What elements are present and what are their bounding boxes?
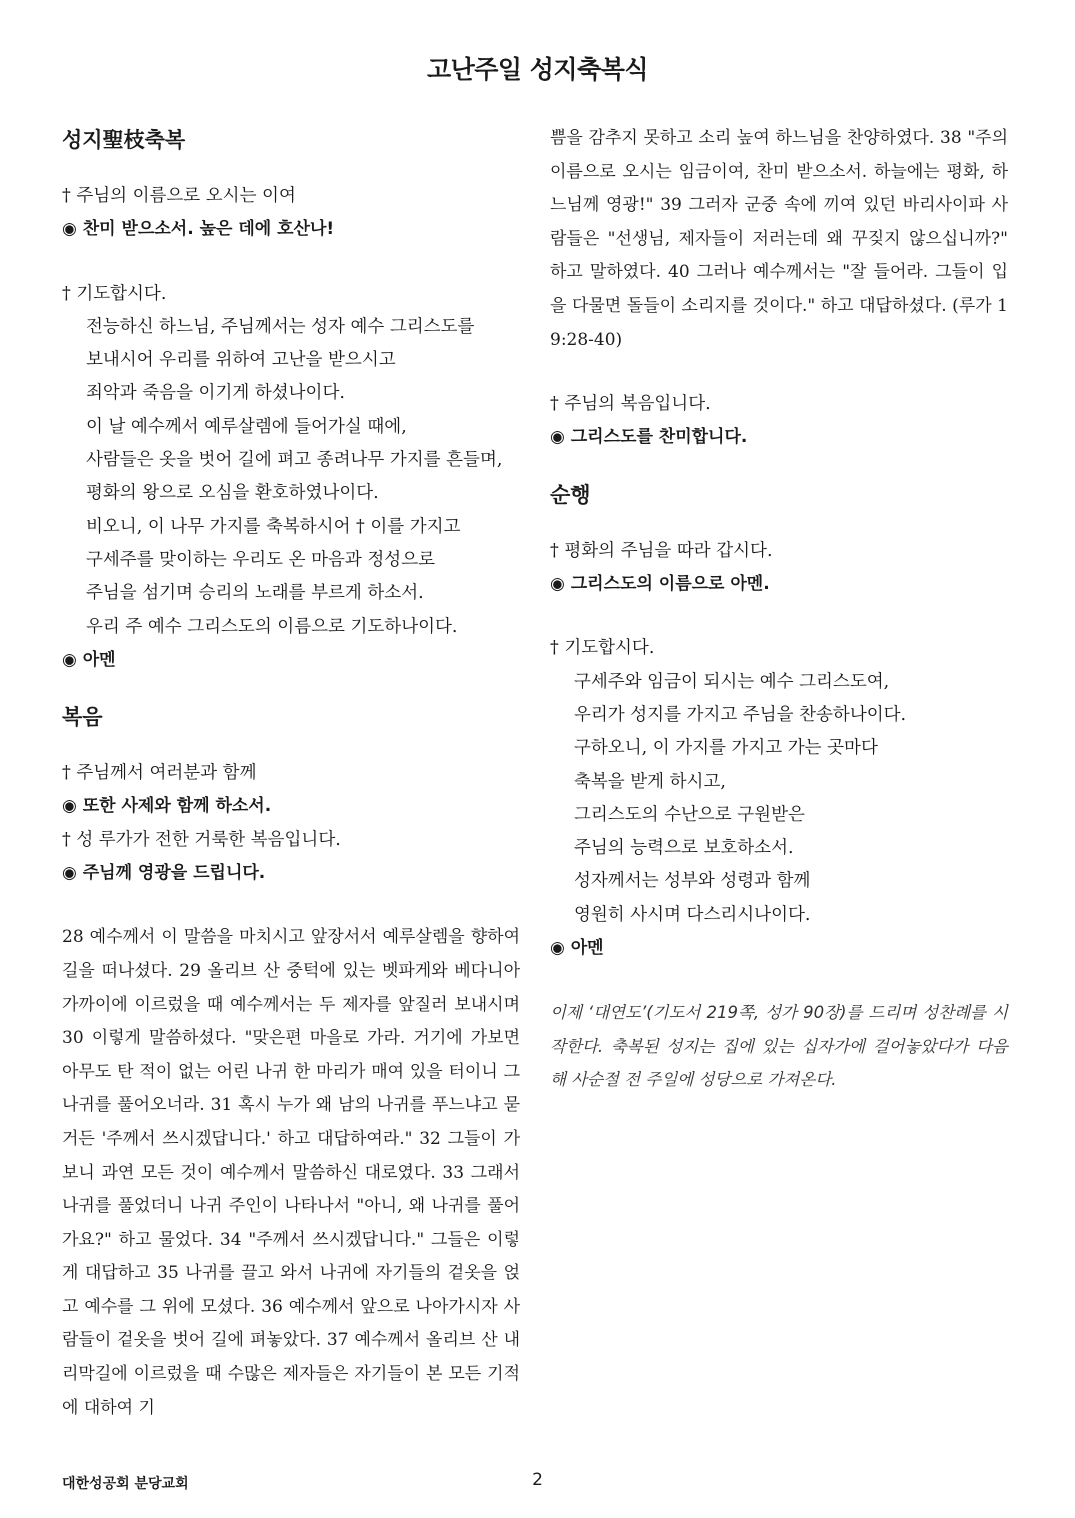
gospel-text-continued: 쁨을 감추지 못하고 소리 높여 하느님을 찬양하였다. 38 "주의 이름으로 오시는 임금이여, 찬미 받으소서. 하늘에는 평화, 하느님께 영광!" 39 그러자 군중 속에 끼여 있던 바리사이파 사람들은 "선생님, 제자들이 저러는데 왜 꾸짖지 않으십니까?" 하고 말하였다. 40 그러나 예수께서는 "잘 들어라. 그들이 입을 다물면 돌들이 소리지를 것이다." 하고 대답하셨다. (루가 19:28-40) [550,128,1008,350]
prayer-line: 죄악과 죽음을 이기게 하셨나이다. [86,383,345,404]
prayer-line: 비오니, 이 나무 가지를 축복하시어 † 이를 가지고 [86,516,461,537]
versicle: † 기도합시다. [550,638,655,659]
prayer-line: 이 날 예수께서 예루살렘에 들어가실 때에, [86,416,407,437]
prayer-line: 우리 주 예수 그리스도의 이름으로 기도하나이다. [86,616,458,637]
prayer-line: 축복을 받게 하시고, [574,771,726,792]
prayer-line: 사람들은 옷을 벗어 길에 펴고 종려나무 가지를 흔들며, [86,450,503,471]
gospel-text: 28 예수께서 이 말씀을 마치시고 앞장서서 예루살렘을 향하여 길을 떠나셨다. 29 올리브 산 중턱에 있는 벳파게와 베다니아 가까이에 이르렀을 때 예수께서는 두 제자를 앞질러 보내시며 30 이렇게 말씀하셨다. "맞은편 마을로 가라. 거기에 가보면 아무도 탄 적이 없는 어린 나귀 한 마리가 매여 있을 터이니 그 나귀를 풀어오너라. 31 혹시 누가 왜 남의 나귀를 푸느냐고 묻거든 '주께서 쓰시겠답니다.' 하고 대답하여라." 32 그들이 가보니 과연 모든 것이 예수께서 말씀하신 대로였다. 33 그래서 나귀를 풀었더니 나귀 주인이 나타나서 "아니, 왜 나귀를 풀어가요?" 하고 물었다. 34 "주께서 쓰시겠답니다." 그들은 이렇게 대답하고 35 나귀를 끌고 와서 나귀에 자기들의 겉옷을 얹고 예수를 그 위에 모셨다. 36 예수께서 앞으로 나아가시자 사람들이 겉옷을 벗어 길에 펴놓았다. 37 예수께서 올리브 산 내리막길에 이르렀을 때 수많은 제자들은 자기들이 본 모든 기적에 대하여 기 [62,927,520,1418]
page-number: 2 [532,1470,543,1490]
versicle: † 평화의 주님을 따라 갑시다. [550,540,773,561]
prayer-line: 그리스도의 수난으로 구원받은 [574,804,805,825]
versicle: † 주님의 복음입니다. [550,394,711,415]
footer-church-name: 대한성공회 분당교회 [62,1476,189,1492]
page-title: 고난주일 성지축복식 [426,55,649,84]
response: ◉ 그리스도를 찬미합니다. [550,427,748,448]
response: ◉ 또한 사제와 함께 하소서. [62,796,272,817]
prayer-line: 성자께서는 성부와 성령과 함께 [574,871,811,892]
versicle: † 주님께서 여러분과 함께 [62,763,257,784]
response: ◉ 아멘 [62,649,116,670]
prayer-line: 보내시어 우리를 위하여 고난을 받으시고 [86,350,396,371]
prayer-line: 주님의 능력으로 보호하소서. [574,838,794,859]
versicle: † 기도합시다. [62,283,167,304]
prayer-line: 평화의 왕으로 오심을 환호하였나이다. [86,483,379,504]
prayer-text [62,311,520,644]
prayer-line: 우리가 성지를 가지고 주님을 찬송하나이다. [574,704,907,725]
right-column [550,122,1008,1096]
section-heading-procession: 순행 [550,482,591,507]
response: ◉ 주님께 영광을 드립니다. [62,863,266,884]
response: ◉ 그리스도의 이름으로 아멘. [550,574,770,595]
response: ◉ 아멘 [550,938,604,959]
prayer-line: 영원히 사시며 다스리시나이다. [574,904,811,925]
prayer-text [550,666,1008,932]
response: ◉ 찬미 받으소서. 높은 데에 호산나! [62,219,335,240]
prayer-line: 전능하신 하느님, 주님께서는 성자 예수 그리스도를 [86,316,475,337]
section-heading-gospel: 복음 [62,705,103,730]
prayer-line: 주님을 섬기며 승리의 노래를 부르게 하소서. [86,583,424,604]
section-heading-palm-blessing: 성지聖枝축복 [62,128,186,152]
prayer-line: 구세주를 맞이하는 우리도 온 마음과 정성으로 [86,549,436,570]
left-column [62,122,520,1425]
versicle: † 성 루가가 전한 거룩한 복음입니다. [62,829,341,850]
prayer-line: 구하오니, 이 가지를 가지고 가는 곳마다 [574,738,878,759]
rubric-note: 이제 ‘대연도’(기도서 219쪽, 성가 90장)를 드리며 성찬례를 시작한다. 축복된 성지는 집에 있는 십자가에 걸어놓았다가 다음 해 사순절 전 주일에 성당으로 가져온다. [550,1003,1008,1089]
prayer-line: 구세주와 임금이 되시는 예수 그리스도여, [574,671,890,692]
versicle: † 주님의 이름으로 오시는 이여 [62,186,296,206]
